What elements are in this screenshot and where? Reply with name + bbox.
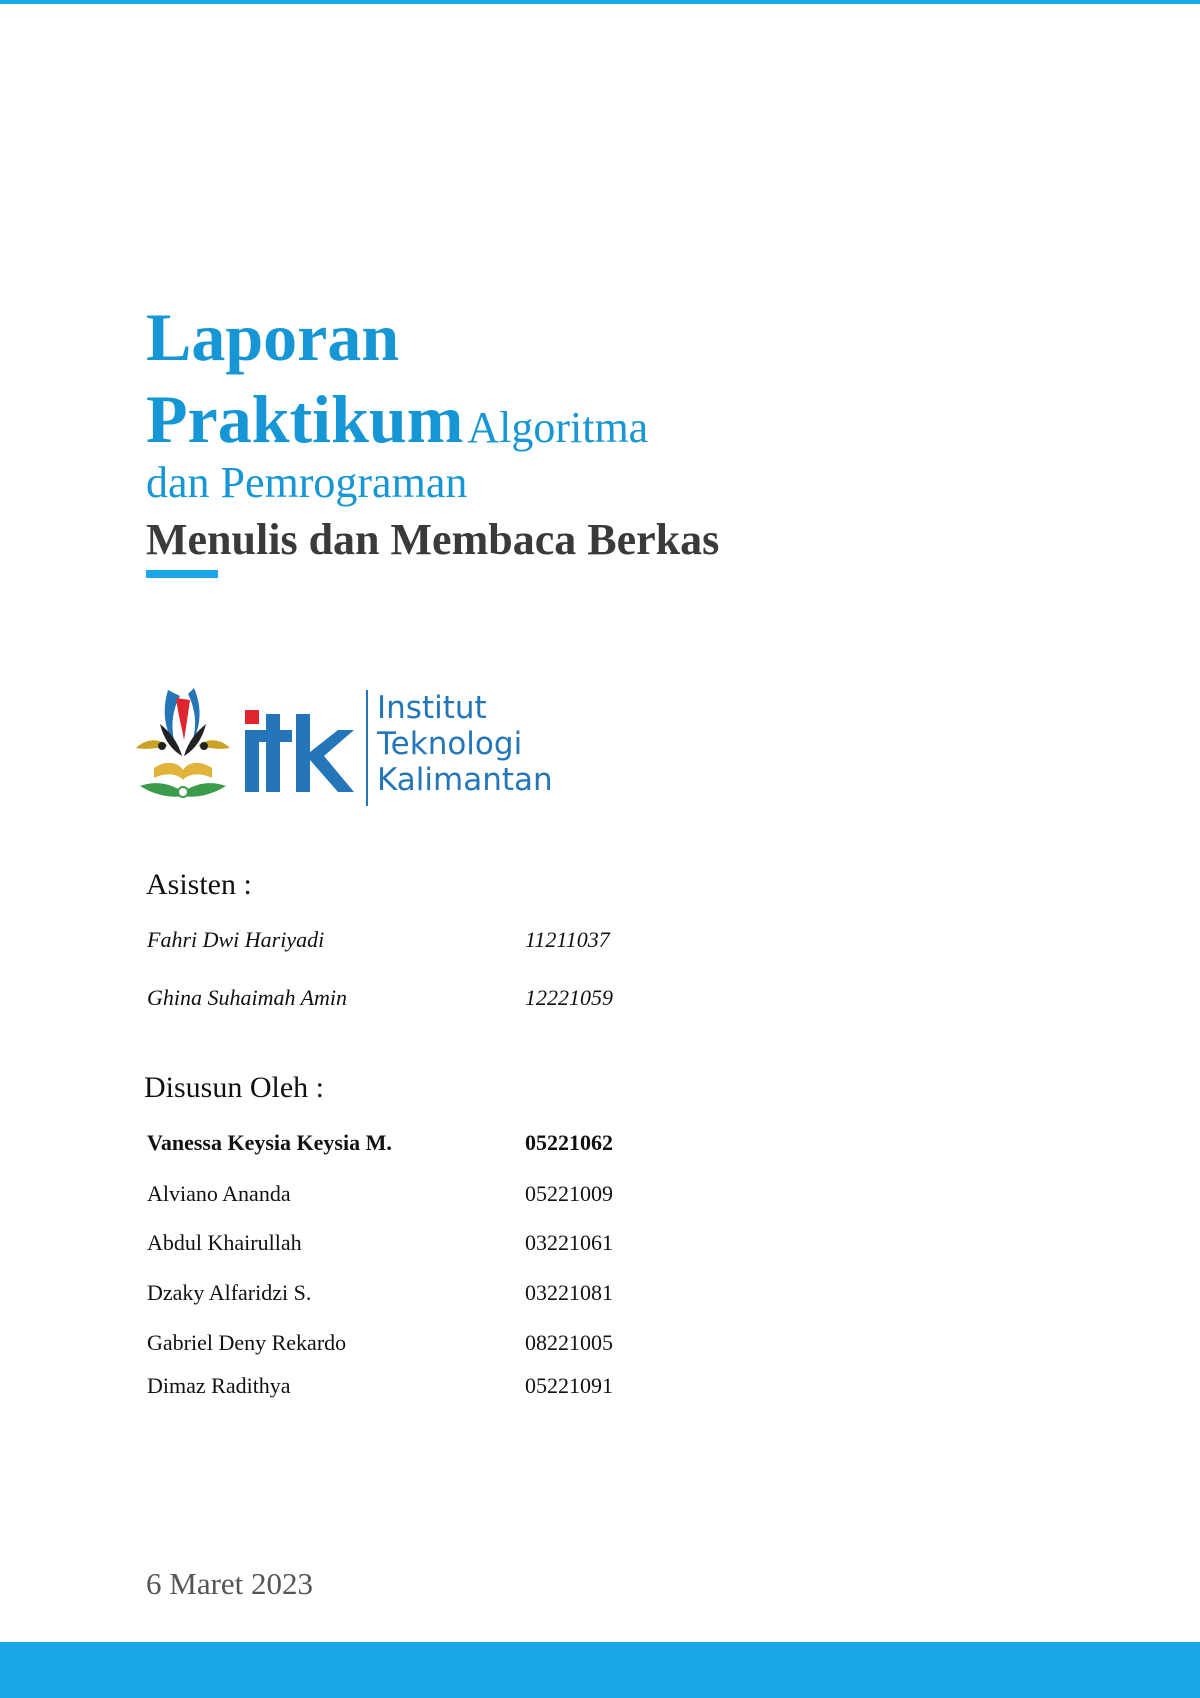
report-subtitle: Menulis dan Membaca Berkas xyxy=(146,515,720,564)
logo-text-line-3: Kalimantan xyxy=(377,762,553,798)
subtitle-underline-accent xyxy=(146,570,218,578)
logo-text-line-1: Institut xyxy=(377,690,487,726)
title-line-1: Laporan xyxy=(146,299,400,375)
member-name: Vanessa Keysia Keysia M. xyxy=(147,1130,392,1155)
member-row xyxy=(147,1181,847,1211)
report-title xyxy=(146,296,648,512)
member-nim: 05221009 xyxy=(525,1181,613,1206)
disusun-label: Disusun Oleh : xyxy=(144,1071,324,1104)
member-nim: 05221091 xyxy=(525,1373,613,1398)
logo-text-line-2: Teknologi xyxy=(377,726,523,762)
asisten-nim: 11211037 xyxy=(525,927,610,952)
member-row xyxy=(147,1230,847,1260)
member-row xyxy=(147,1330,847,1360)
asisten-row xyxy=(147,927,847,957)
report-date: 6 Maret 2023 xyxy=(146,1566,314,1601)
member-row xyxy=(147,1280,847,1310)
title-line-3: dan Pemrograman xyxy=(146,458,468,507)
asisten-row xyxy=(147,985,847,1015)
bottom-accent-band xyxy=(0,1642,1200,1698)
logo-institution-name xyxy=(377,690,553,798)
member-name: Gabriel Deny Rekardo xyxy=(147,1330,347,1355)
title-line-2 xyxy=(146,378,648,460)
asisten-label: Asisten : xyxy=(146,868,252,901)
asisten-name: Fahri Dwi Hariyadi xyxy=(147,927,325,952)
member-row xyxy=(147,1373,847,1403)
logo-divider xyxy=(366,690,368,806)
member-name: Alviano Ananda xyxy=(147,1181,291,1206)
itk-emblem-icon xyxy=(136,688,230,797)
member-name: Dzaky Alfaridzi S. xyxy=(147,1280,312,1305)
member-name: Abdul Khairullah xyxy=(147,1230,302,1255)
asisten-name: Ghina Suhaimah Amin xyxy=(147,985,348,1010)
top-accent-rule xyxy=(0,0,1200,4)
title-line-2-big: Praktikum xyxy=(146,381,464,457)
asisten-nim: 12221059 xyxy=(525,985,613,1010)
itk-letters-icon xyxy=(245,710,354,792)
member-nim: 05221062 xyxy=(525,1130,613,1155)
title-line-2-small: Algoritma xyxy=(467,403,649,452)
member-nim: 03221061 xyxy=(525,1230,613,1255)
member-nim: 08221005 xyxy=(525,1330,613,1355)
member-nim: 03221081 xyxy=(525,1280,613,1305)
member-name: Dimaz Radithya xyxy=(147,1373,291,1398)
member-row xyxy=(147,1130,847,1160)
